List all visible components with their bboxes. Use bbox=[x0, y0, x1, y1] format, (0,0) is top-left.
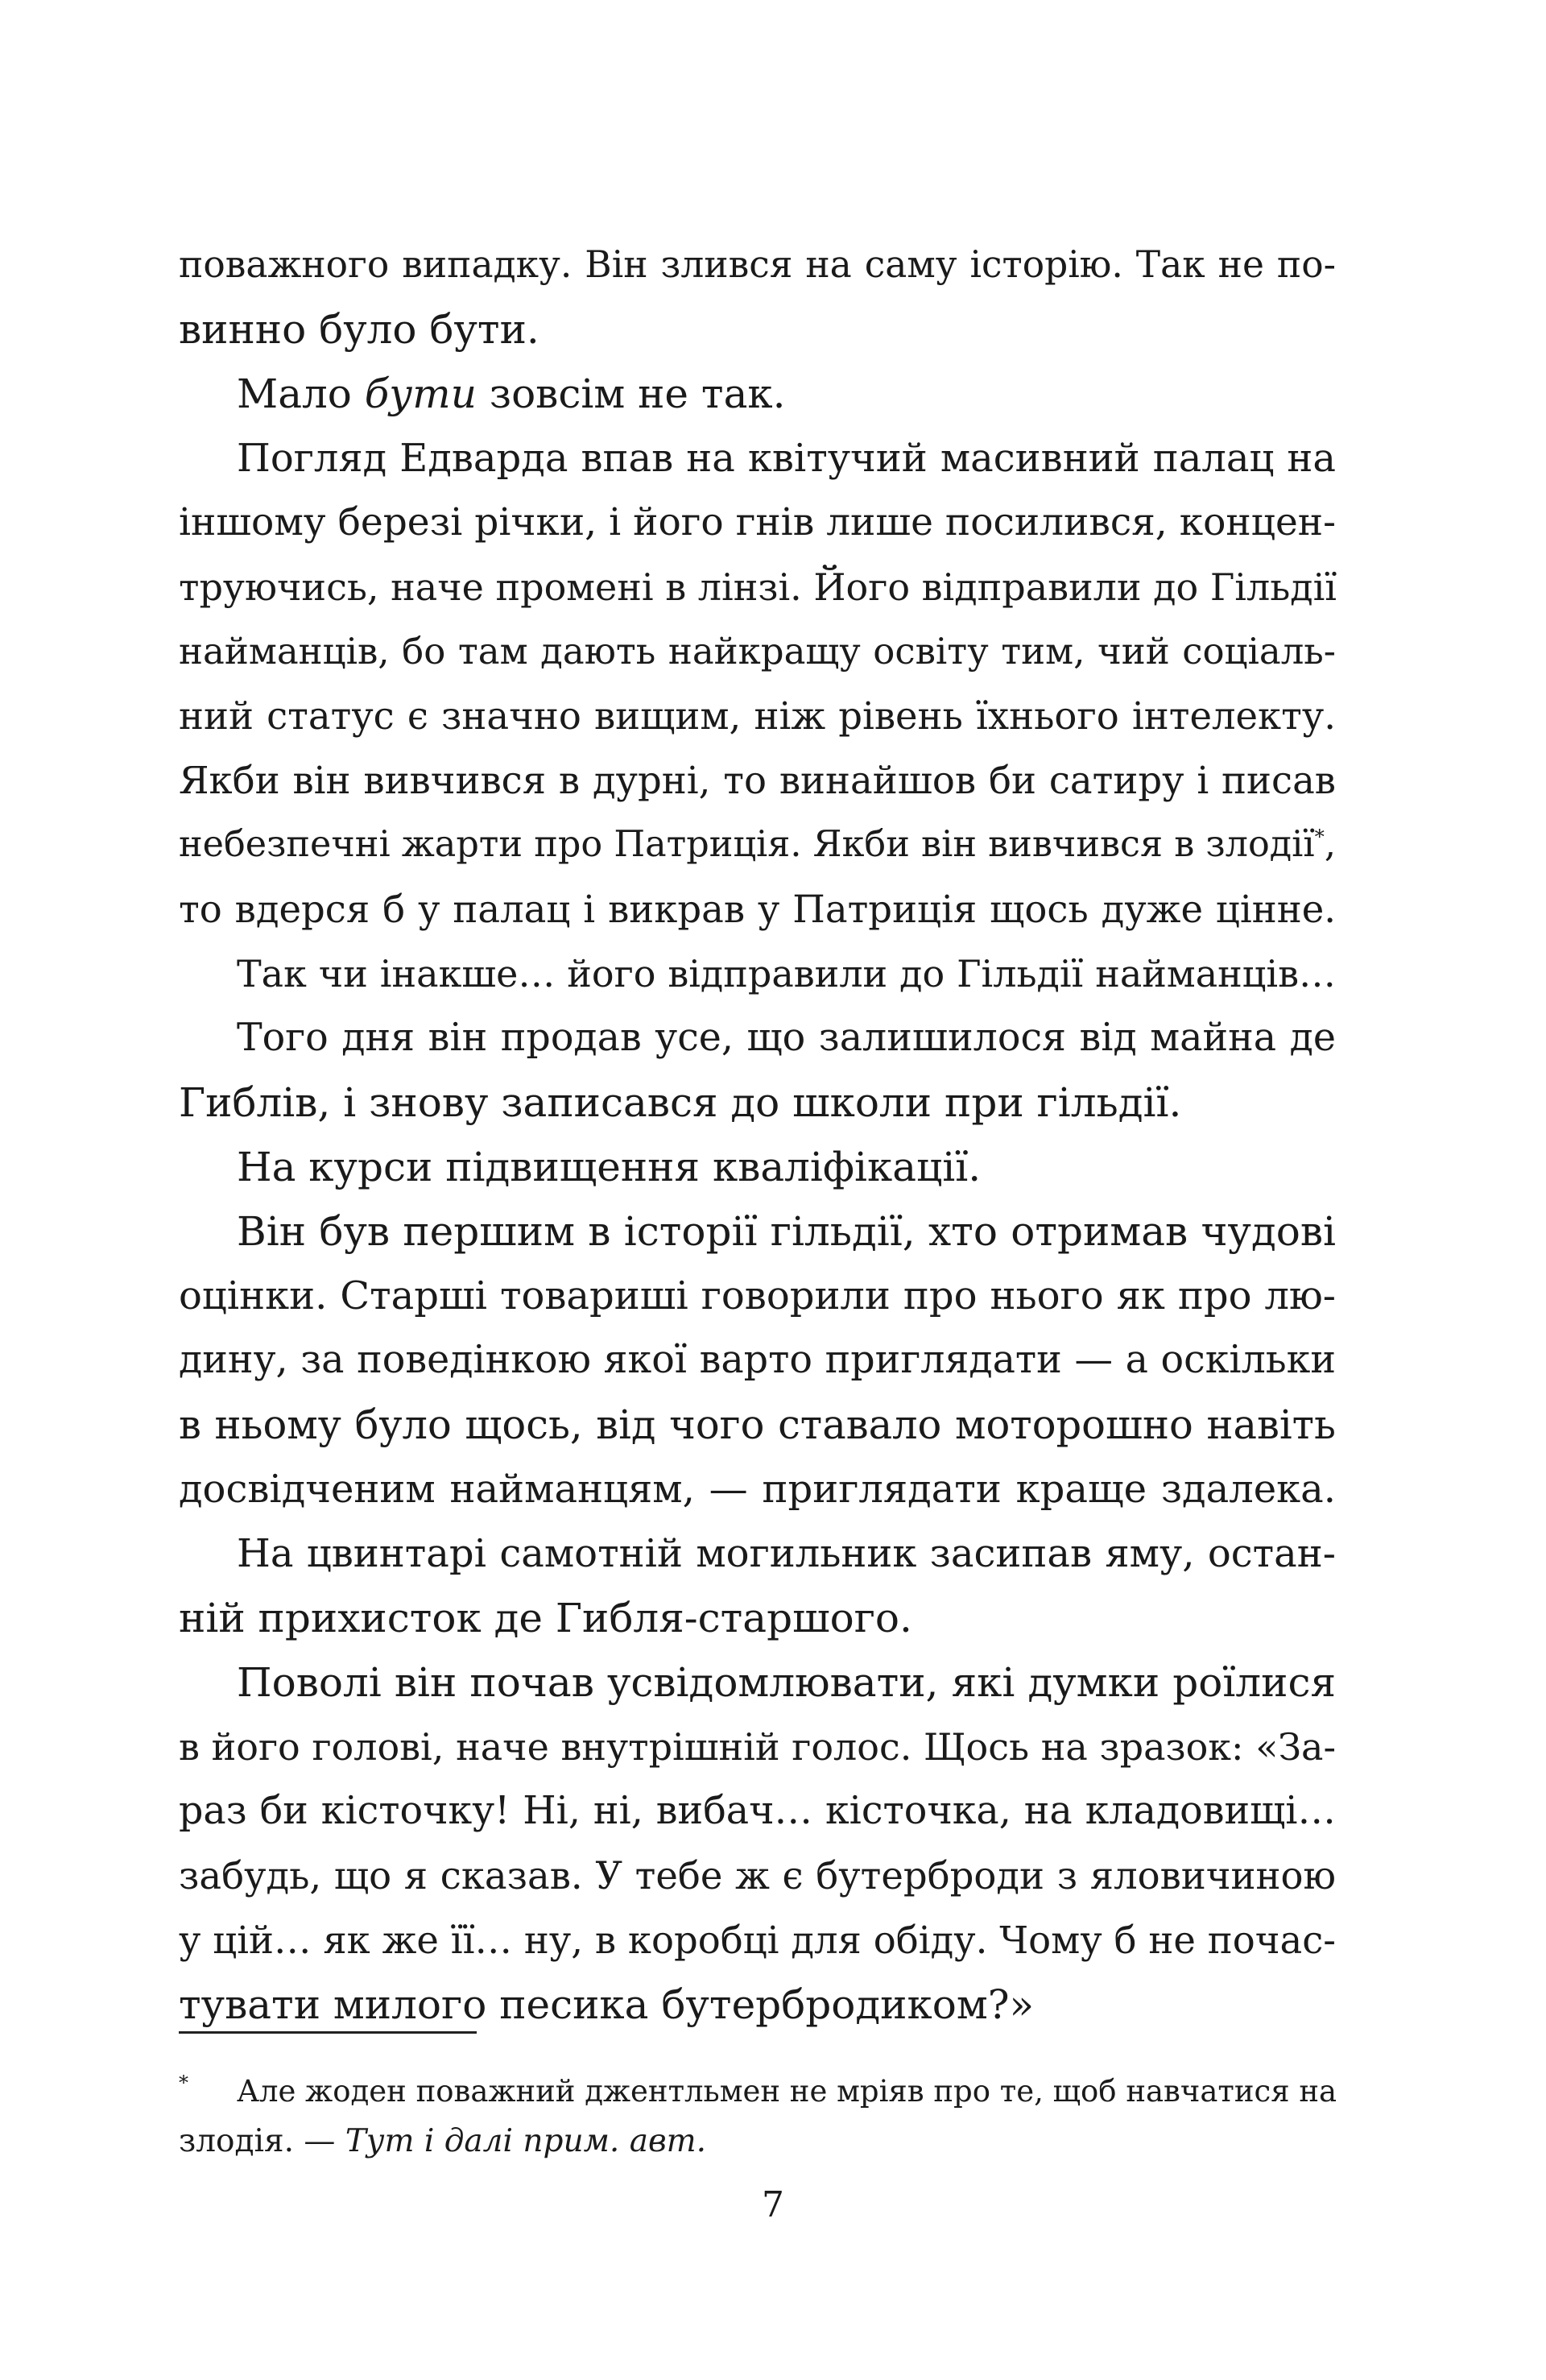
text-line bbox=[179, 813, 1336, 877]
text-line: забудь, що я сказав. У тебе ж є бутерброди з яловичиною bbox=[179, 1854, 1336, 1898]
text-line: труючись, наче промені в лінзі. Його відправили до Гільдії bbox=[179, 565, 1337, 609]
text-line bbox=[179, 362, 1336, 426]
text-line: Він був першим в історії гільдії, хто отримав чудові bbox=[237, 1208, 1336, 1255]
text-line: поважного випадку. Він злився на саму історію. Так не по- bbox=[179, 243, 1336, 286]
text-line: Гиблів, і знову записався до школи при гільдії. bbox=[179, 1079, 1182, 1126]
text-line: ний статус є значно вищим, ніж рівень їхнього інтелекту. bbox=[179, 694, 1336, 738]
footnote-divider bbox=[179, 2031, 477, 2034]
footnote-italic: Тут і далі прим. авт. bbox=[345, 2123, 707, 2159]
text-line: тувати милого песика бутербродиком?» bbox=[179, 1981, 1035, 2028]
text-line: в ньому було щось, від чого ставало моторошно навіть bbox=[179, 1401, 1336, 1448]
text-run: , bbox=[1324, 824, 1336, 865]
text-line: оцінки. Старші товариші говорили про нього як про лю- bbox=[179, 1273, 1336, 1318]
text-run: небезпечні жарти про Патриція. Якби він вивчився в злодії bbox=[179, 824, 1315, 865]
text-line: Так чи інакше… його відправили до Гільдії найманців… bbox=[237, 952, 1336, 995]
text-line: дину, за поведінкою якої варто приглядати — а оскільки bbox=[179, 1338, 1336, 1382]
text-run: зовсім не так. bbox=[476, 370, 786, 417]
text-line: ній прихисток де Гибля-старшого. bbox=[179, 1595, 912, 1641]
footnote-text: Але жоден поважний джентльмен не мріяв про те, щоб навчатися на bbox=[237, 2074, 1337, 2109]
page-number: 7 bbox=[762, 2184, 784, 2225]
text-line: Того дня він продав усе, що залишилося від майна де bbox=[237, 1016, 1336, 1060]
italic-word: бути bbox=[364, 370, 477, 417]
footnote-line bbox=[179, 2067, 1336, 2117]
text-line: то вдерся б у палац і викрав у Патриція щось дуже цінне. bbox=[179, 888, 1336, 931]
text-line: в його голові, наче внутрішній голос. Щось на зразок: «За- bbox=[179, 1725, 1336, 1769]
footnote-mark: * bbox=[179, 2072, 188, 2094]
text-line: Поволі він почав усвідомлювати, які думки роїлися bbox=[237, 1659, 1336, 1706]
text-line: На цвинтарі самотній могильник засипав яму, остан- bbox=[237, 1531, 1336, 1576]
text-line: раз би кісточку! Ні, ні, вибач… кісточка, на кладовищі… bbox=[179, 1789, 1336, 1833]
text-line: Якби він вивчився в дурні, то винайшов би сатиру і писав bbox=[179, 759, 1336, 802]
footnote-text: злодія. — bbox=[179, 2123, 345, 2159]
text-line: Погляд Едварда впав на квітучий масивний палац на bbox=[237, 436, 1336, 481]
text-line: досвідченим найманцям, — приглядати краще здалека. bbox=[179, 1467, 1336, 1512]
text-line: іншому березі річки, і його гнів лише посилився, концен- bbox=[179, 500, 1336, 544]
text-line: винно було бути. bbox=[179, 306, 539, 353]
text-run: Мало bbox=[237, 370, 365, 417]
text-line: найманців, бо там дають найкращу освіту тим, чий соціаль- bbox=[179, 630, 1336, 673]
footnote-line bbox=[179, 2117, 1336, 2167]
text-line: у цій… як же її… ну, в коробці для обіду. Чому б не почас- bbox=[179, 1918, 1336, 1962]
footnote-ref: * bbox=[1314, 825, 1325, 849]
text-line: На курси підвищення кваліфікації. bbox=[237, 1144, 982, 1190]
